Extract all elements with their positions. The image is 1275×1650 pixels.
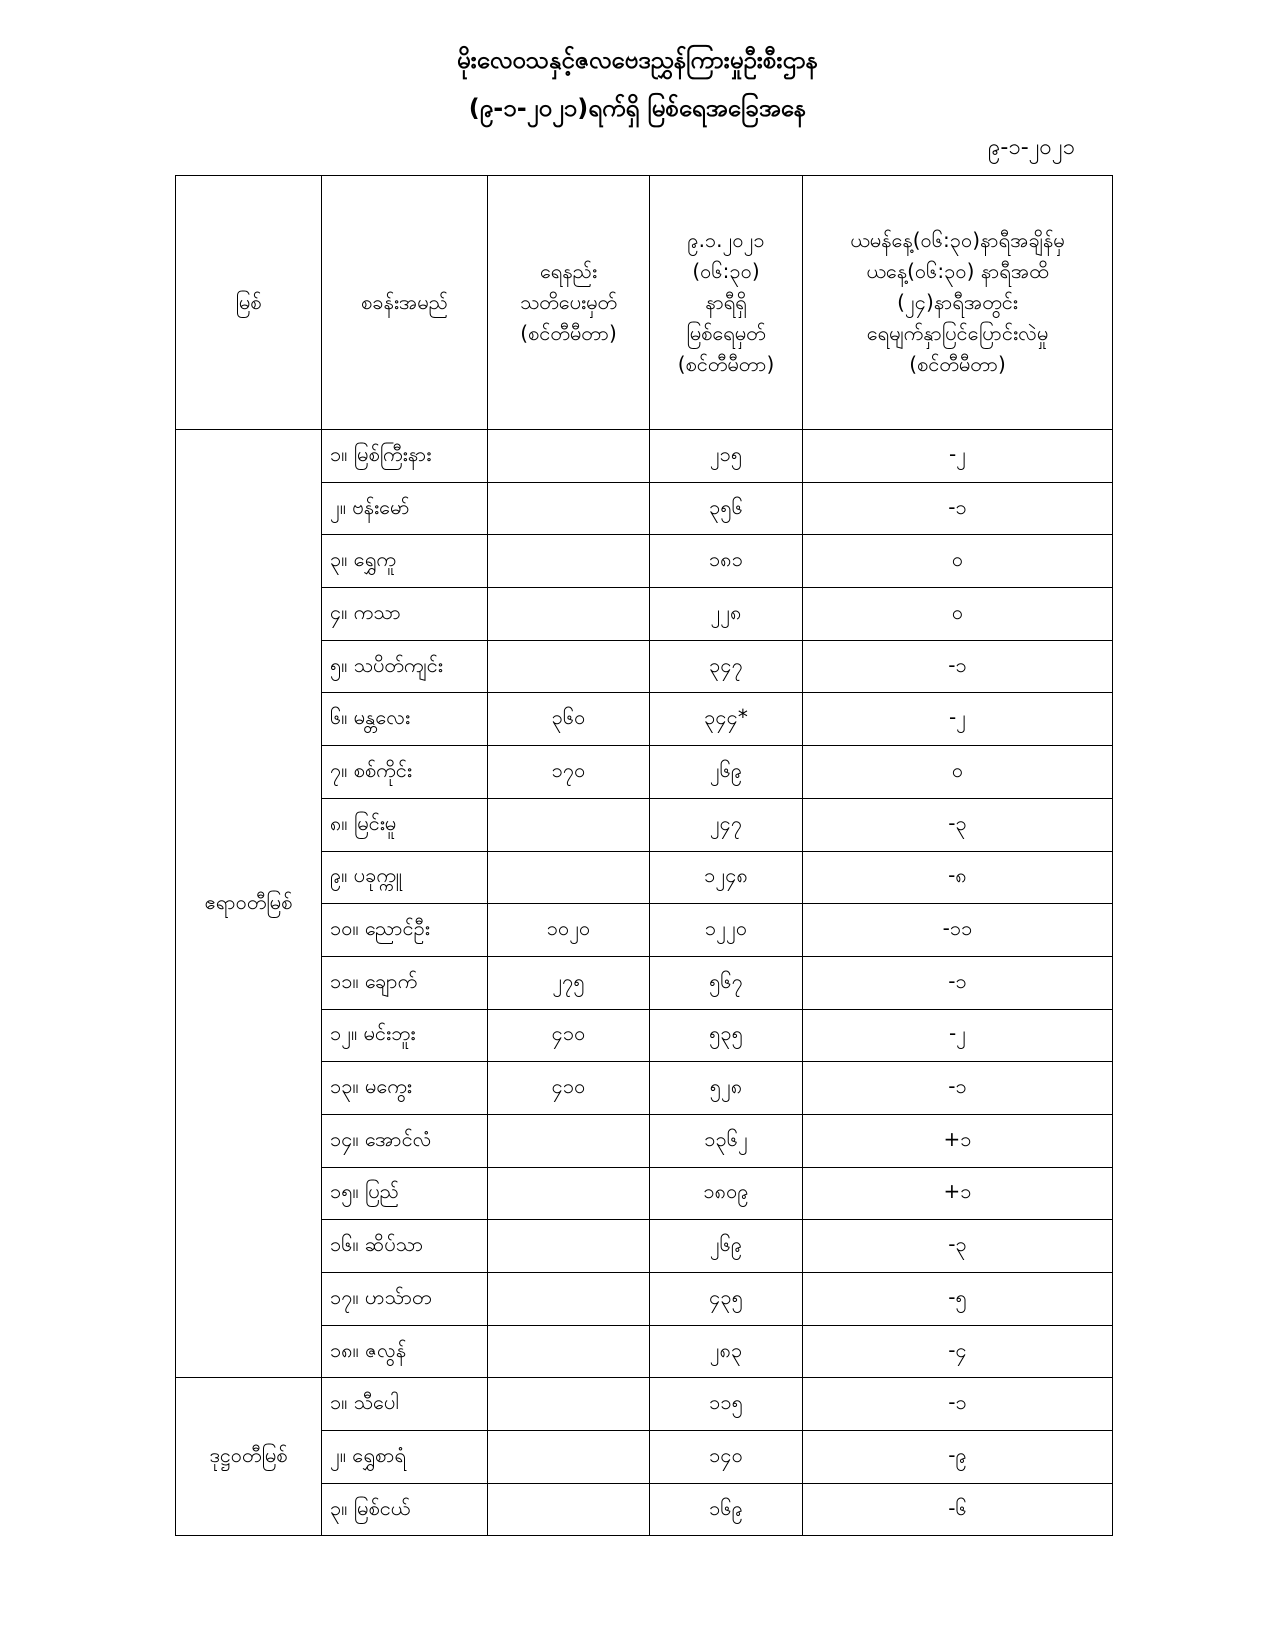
- water-level-cell: ၃၅၆: [650, 482, 803, 535]
- table-row: [176, 430, 1113, 483]
- station-cell: ၁၃။ မကွေး: [322, 1062, 488, 1115]
- change-cell: -၃: [803, 798, 1113, 851]
- station-cell: ၁၆။ ဆိပ်သာ: [322, 1220, 488, 1273]
- change-cell: -၅: [803, 1273, 1113, 1326]
- change-cell: -၁: [803, 1062, 1113, 1115]
- river-level-table: [175, 175, 1113, 1536]
- change-cell: -၂: [803, 693, 1113, 746]
- water-level-cell: ၁၁၅: [650, 1378, 803, 1431]
- river-name-cell: ဧရာဝတီမြစ်: [176, 430, 322, 1378]
- water-level-cell: ၅၆၇: [650, 956, 803, 1009]
- station-cell: ၂။ ရွှေစာရံ: [322, 1431, 488, 1484]
- river-name-cell: ဒုဋ္ဌဝတီမြစ်: [176, 1378, 322, 1536]
- danger-level-cell: ၁၇၀: [488, 746, 650, 799]
- change-cell: +၁: [803, 1167, 1113, 1220]
- danger-level-cell: [488, 798, 650, 851]
- change-cell: -၁: [803, 482, 1113, 535]
- change-cell: -၄: [803, 1325, 1113, 1378]
- water-level-cell: ၂၈၃: [650, 1325, 803, 1378]
- change-cell: -၃: [803, 1220, 1113, 1273]
- change-cell: ၀: [803, 535, 1113, 588]
- water-level-cell: ၂၆၉: [650, 1220, 803, 1273]
- danger-level-cell: [488, 1483, 650, 1536]
- water-level-cell: ၁၂၄၈: [650, 851, 803, 904]
- danger-level-cell: [488, 1431, 650, 1484]
- danger-level-cell: ၃၆၀: [488, 693, 650, 746]
- danger-level-cell: [488, 640, 650, 693]
- title-line-2: (၉-၁-၂၀၂၁)ရက်ရှိ မြစ်ရေအခြေအနေ: [468, 94, 807, 122]
- station-cell: ၃။ မြစ်ငယ်: [322, 1483, 488, 1536]
- change-cell: -၂: [803, 1009, 1113, 1062]
- station-cell: ၅။ သပိတ်ကျင်း: [322, 640, 488, 693]
- station-cell: ၁၀။ ညောင်ဦး: [322, 904, 488, 957]
- station-cell: ၁၈။ ဇလွန်: [322, 1325, 488, 1378]
- danger-level-cell: [488, 851, 650, 904]
- report-date: ၉-၁-၂၀၂၁: [988, 135, 1075, 160]
- danger-level-cell: [488, 430, 650, 483]
- header-station: စခန်းအမည်: [322, 176, 488, 430]
- change-cell: -၈: [803, 851, 1113, 904]
- danger-level-cell: [488, 1114, 650, 1167]
- danger-level-cell: [488, 1220, 650, 1273]
- danger-level-cell: ၄၁၀: [488, 1009, 650, 1062]
- danger-level-cell: [488, 1378, 650, 1431]
- water-level-cell: ၂၂၈: [650, 588, 803, 641]
- station-cell: ၁၅။ ပြည်: [322, 1167, 488, 1220]
- water-level-cell: ၁၈၀၉: [650, 1167, 803, 1220]
- station-cell: ၇။ စစ်ကိုင်း: [322, 746, 488, 799]
- change-cell: -၁၁: [803, 904, 1113, 957]
- station-cell: ၉။ ပခုက္ကူ: [322, 851, 488, 904]
- change-cell: +၁: [803, 1114, 1113, 1167]
- water-level-cell: ၁၃၆၂: [650, 1114, 803, 1167]
- station-cell: ၁၂။ မင်းဘူး: [322, 1009, 488, 1062]
- station-cell: ၁၇။ ဟသ်ာတ: [322, 1273, 488, 1326]
- title-line-1: မိုးလေဝသနှင့်ဇလဗေဒညွှန်ကြားမှုဦးစီးဌာန: [456, 46, 819, 74]
- water-level-cell: ၁၄၀: [650, 1431, 803, 1484]
- danger-level-cell: ၁၀၂၀: [488, 904, 650, 957]
- change-cell: -၂: [803, 430, 1113, 483]
- danger-level-cell: [488, 535, 650, 588]
- change-cell: -၆: [803, 1483, 1113, 1536]
- table-row: [176, 1378, 1113, 1431]
- water-level-cell: ၃၄၄*: [650, 693, 803, 746]
- table-header-row: [176, 176, 1113, 430]
- station-cell: ၄။ ကသာ: [322, 588, 488, 641]
- water-level-cell: ၁၆၉: [650, 1483, 803, 1536]
- station-cell: ၃။ ရွှေကူ: [322, 535, 488, 588]
- danger-level-cell: ၄၁၀: [488, 1062, 650, 1115]
- station-cell: ၂။ ဗန်းမော်: [322, 482, 488, 535]
- change-cell: ၀: [803, 588, 1113, 641]
- water-level-cell: ၂၆၉: [650, 746, 803, 799]
- water-level-cell: ၄၃၅: [650, 1273, 803, 1326]
- danger-level-cell: [488, 1325, 650, 1378]
- change-cell: -၁: [803, 1378, 1113, 1431]
- header-river: မြစ်: [176, 176, 322, 430]
- station-cell: ၁၁။ ချောက်: [322, 956, 488, 1009]
- change-cell: ၀: [803, 746, 1113, 799]
- station-cell: ၈။ မြင်းမူ: [322, 798, 488, 851]
- header-water-level: ၉.၁.၂၀၂၁ (၀၆:၃၀) နာရီရှိ မြစ်ရေမှတ် (စင်တီမီတာ): [650, 176, 803, 430]
- table-body: [176, 430, 1113, 1536]
- change-cell: -၁: [803, 956, 1113, 1009]
- danger-level-cell: [488, 482, 650, 535]
- header-24h-change: ယမန်နေ့(၀၆:၃၀)နာရီအချိန်မှ ယနေ့(၀၆:၃၀) နာရီအထိ (၂၄)နာရီအတွင်း ရေမျက်နှာပြင်ပြောင်းလဲမှု (စင်တီမီတာ): [803, 176, 1113, 430]
- water-level-cell: ၂၁၅: [650, 430, 803, 483]
- water-level-cell: ၂၄၇: [650, 798, 803, 851]
- header-danger-level: ရေနည်း သတိပေးမှတ် (စင်တီမီတာ): [488, 176, 650, 430]
- station-cell: ၁။ သီပေါ: [322, 1378, 488, 1431]
- danger-level-cell: [488, 588, 650, 641]
- danger-level-cell: ၂၇၅: [488, 956, 650, 1009]
- station-cell: ၆။ မန္တလေး: [322, 693, 488, 746]
- water-level-cell: ၅၂၈: [650, 1062, 803, 1115]
- water-level-cell: ၁၈၁: [650, 535, 803, 588]
- water-level-cell: ၁၂၂၀: [650, 904, 803, 957]
- danger-level-cell: [488, 1273, 650, 1326]
- station-cell: ၁၄။ အောင်လံ: [322, 1114, 488, 1167]
- water-level-cell: ၃၄၇: [650, 640, 803, 693]
- change-cell: -၁: [803, 640, 1113, 693]
- danger-level-cell: [488, 1167, 650, 1220]
- change-cell: -၉: [803, 1431, 1113, 1484]
- station-cell: ၁။ မြစ်ကြီးနား: [322, 430, 488, 483]
- water-level-cell: ၅၃၅: [650, 1009, 803, 1062]
